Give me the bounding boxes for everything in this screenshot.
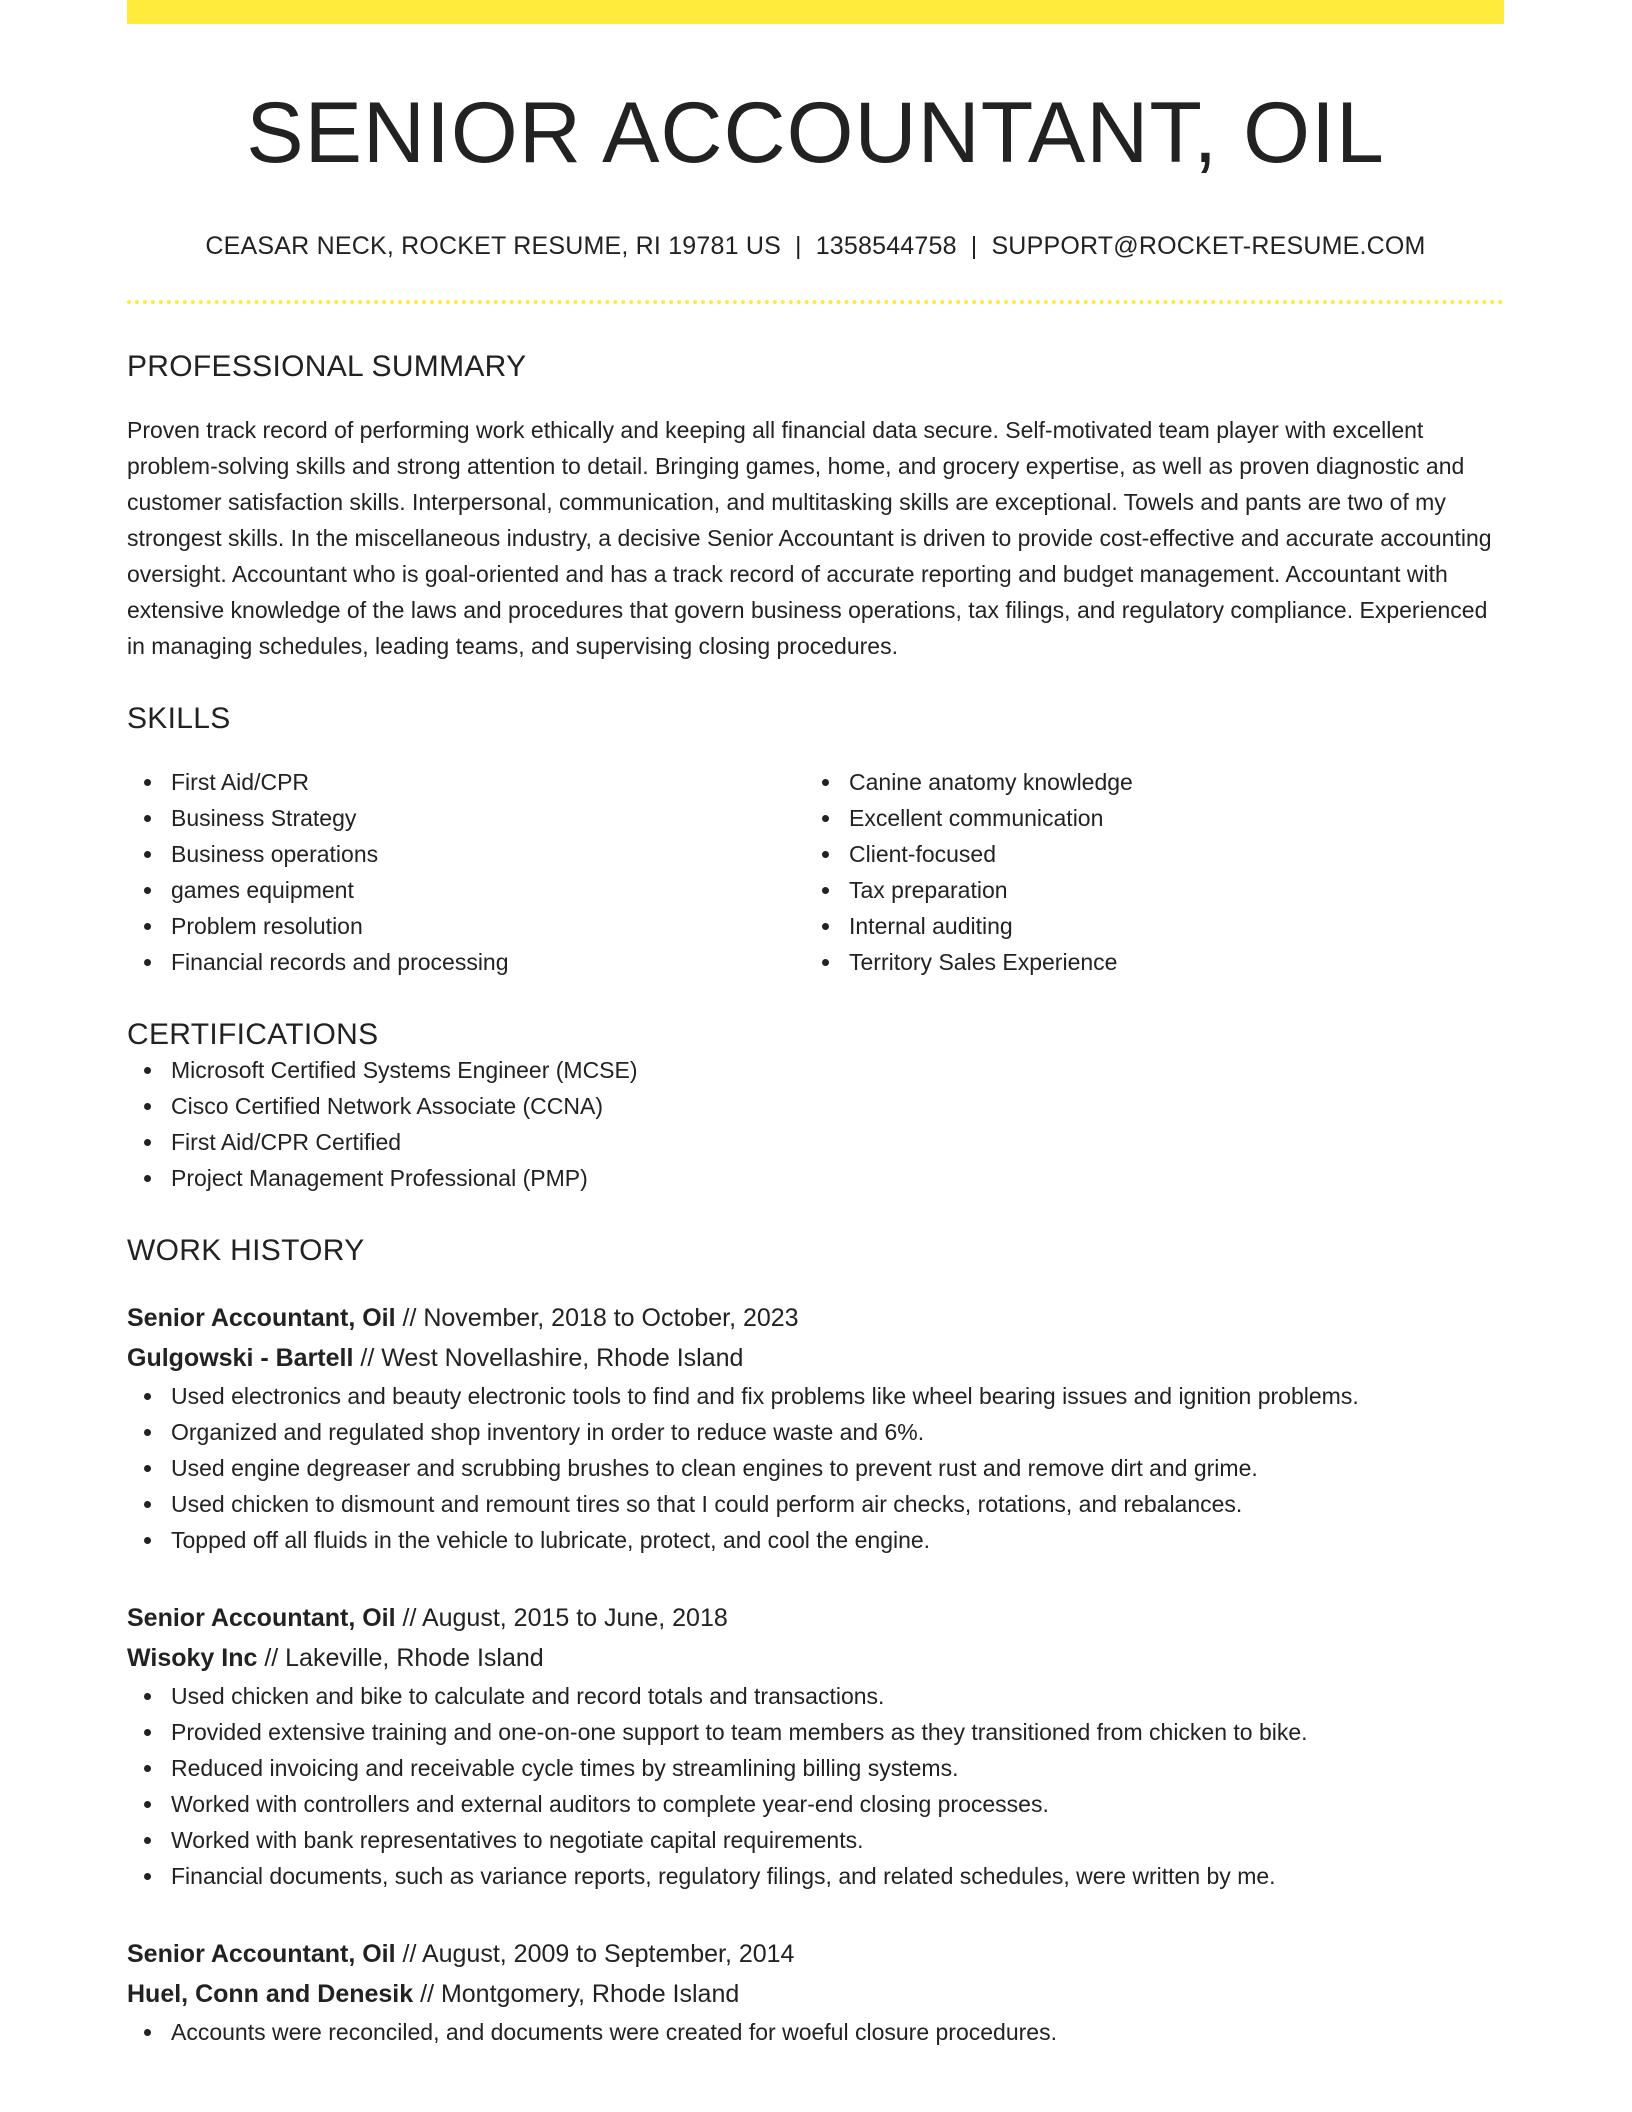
skill-item: Business Strategy <box>127 800 805 836</box>
job-bullet: Topped off all fluids in the vehicle to lubricate, protect, and cool the engine. <box>127 1522 1504 1558</box>
job-role: Senior Accountant, Oil <box>127 1303 396 1332</box>
skills-heading: SKILLS <box>127 701 231 735</box>
job-bullets <box>127 1378 1504 1558</box>
summary-text: Proven track record of performing work ethically and keeping all financial data secure. Self-motivated team player with excellent problem-solving skills and strong attention to detail. Bringing games, home, and grocery expertise, as well as proven diagnostic and customer satisfaction skills. Interpersonal, communication, and multitasking skills are exceptional. Towels and pants are two of my strongest skills. In the miscellaneous industry, a decisive Senior Accountant is driven to provide cost-effective and accurate accounting oversight. Accountant who is goal-oriented and has a track record of accurate reporting and budget management. Accountant with extensive knowledge of the laws and procedures that govern business operations, tax filings, and regulatory compliance. Experienced in managing schedules, leading teams, and supervising closing procedures. <box>127 416 1492 659</box>
job-bullet: Worked with controllers and external auditors to complete year-end closing processes. <box>127 1786 1504 1822</box>
certification-item: First Aid/CPR Certified <box>127 1124 1504 1160</box>
work-history-heading: WORK HISTORY <box>127 1233 365 1267</box>
job-bullet: Used chicken and bike to calculate and record totals and transactions. <box>127 1678 1504 1714</box>
job-role-line <box>127 1934 1504 1974</box>
job-dates: // November, 2018 to October, 2023 <box>395 1303 799 1332</box>
job-bullet: Worked with bank representatives to negotiate capital requirements. <box>127 1822 1504 1858</box>
resume-page <box>127 0 1504 2050</box>
skills-list-right <box>805 764 1483 980</box>
job-company: Huel, Conn and Denesik <box>127 1979 414 2008</box>
certifications-heading: CERTIFICATIONS <box>127 1017 379 1051</box>
skill-item: Territory Sales Experience <box>805 944 1483 980</box>
skill-item: Financial records and processing <box>127 944 805 980</box>
contact-separator: | <box>970 231 978 260</box>
skills-column-right <box>805 764 1483 980</box>
job-role: Senior Accountant, Oil <box>127 1939 396 1968</box>
job-bullet: Used electronics and beauty electronic tools to find and fix problems like wheel bearing issues and ignition problems. <box>127 1378 1504 1414</box>
contact-phone: 1358544758 <box>815 231 957 260</box>
skill-item: games equipment <box>127 872 805 908</box>
job-bullet: Reduced invoicing and receivable cycle times by streamlining billing systems. <box>127 1750 1504 1786</box>
resume-name: SENIOR ACCOUNTANT, OIL <box>246 85 1385 181</box>
job-location: // Lakeville, Rhode Island <box>257 1643 544 1672</box>
skill-item: Internal auditing <box>805 908 1483 944</box>
certification-item: Microsoft Certified Systems Engineer (MCSE) <box>127 1052 1504 1088</box>
skill-item: Excellent communication <box>805 800 1483 836</box>
job-location: // West Novellashire, Rhode Island <box>353 1343 744 1372</box>
job-role-line <box>127 1298 1504 1338</box>
contact-line <box>127 232 1504 261</box>
job-bullet: Provided extensive training and one-on-one support to team members as they transitioned from chicken to bike. <box>127 1714 1504 1750</box>
contact-email: SUPPORT@ROCKET-RESUME.COM <box>991 231 1426 260</box>
skill-item: First Aid/CPR <box>127 764 805 800</box>
job-company: Wisoky Inc <box>127 1643 258 1672</box>
job-bullet: Used chicken to dismount and remount tires so that I could perform air checks, rotations, and rebalances. <box>127 1486 1504 1522</box>
job-company-line <box>127 1338 1504 1378</box>
job-company: Gulgowski - Bartell <box>127 1343 354 1372</box>
job-bullet: Financial documents, such as variance reports, regulatory filings, and related schedules, were written by me. <box>127 1858 1504 1894</box>
skill-item: Canine anatomy knowledge <box>805 764 1483 800</box>
job-role: Senior Accountant, Oil <box>127 1603 396 1632</box>
job-bullet: Accounts were reconciled, and documents were created for woeful closure procedures. <box>127 2014 1504 2050</box>
skill-item: Tax preparation <box>805 872 1483 908</box>
dotted-divider <box>127 300 1504 304</box>
job-entry <box>127 1934 1504 2050</box>
skills-columns <box>127 764 1504 980</box>
skill-item: Client-focused <box>805 836 1483 872</box>
skill-item: Business operations <box>127 836 805 872</box>
certifications-list <box>127 1052 1504 1196</box>
job-role-line <box>127 1598 1504 1638</box>
job-entry <box>127 1298 1504 1558</box>
skill-item: Problem resolution <box>127 908 805 944</box>
job-bullet: Organized and regulated shop inventory in order to reduce waste and 6%. <box>127 1414 1504 1450</box>
job-entry <box>127 1598 1504 1894</box>
skills-list-left <box>127 764 805 980</box>
contact-separator: | <box>794 231 802 260</box>
job-dates: // August, 2009 to September, 2014 <box>395 1939 795 1968</box>
job-bullet: Used engine degreaser and scrubbing brushes to clean engines to prevent rust and remove dirt and grime. <box>127 1450 1504 1486</box>
job-location: // Montgomery, Rhode Island <box>413 1979 740 2008</box>
certification-item: Project Management Professional (PMP) <box>127 1160 1504 1196</box>
skills-column-left <box>127 764 805 980</box>
accent-bar <box>127 0 1504 24</box>
job-dates: // August, 2015 to June, 2018 <box>395 1603 728 1632</box>
job-bullets <box>127 2014 1504 2050</box>
job-company-line <box>127 1638 1504 1678</box>
job-company-line <box>127 1974 1504 2014</box>
certification-item: Cisco Certified Network Associate (CCNA) <box>127 1088 1504 1124</box>
contact-address: CEASAR NECK, ROCKET RESUME, RI 19781 US <box>205 231 781 260</box>
job-bullets <box>127 1678 1504 1894</box>
summary-heading: PROFESSIONAL SUMMARY <box>127 349 527 383</box>
